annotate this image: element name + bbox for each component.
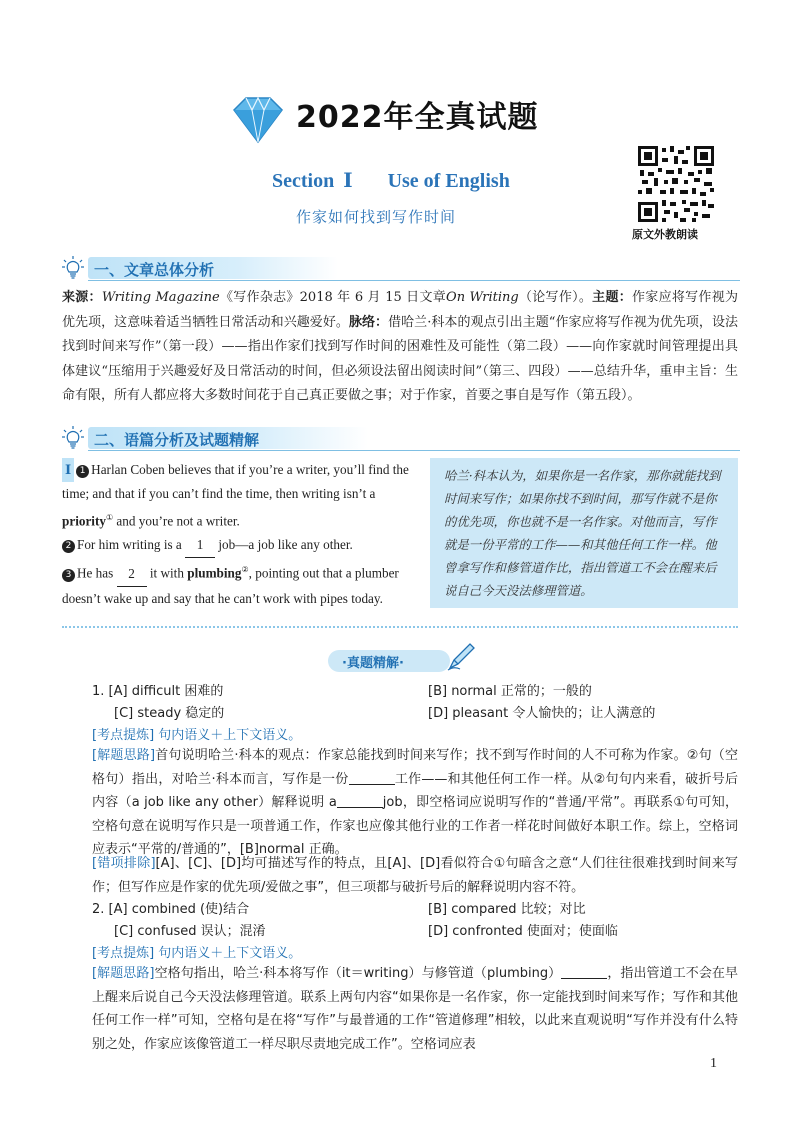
- page-number: 1: [710, 1056, 717, 1071]
- q1-option-c: [C] steady 稳定的: [114, 706, 225, 721]
- article-subtitle: 作家如何找到写作时间: [296, 208, 457, 226]
- lightbulb-icon: [62, 256, 84, 280]
- section2-heading: 二、语篇分析及试题精解: [94, 431, 260, 449]
- q1-keypoint: [考点提炼] 句内语义＋上下文语义。: [92, 728, 302, 743]
- zhenti-badge: ·真题精解·: [328, 648, 478, 674]
- q2-analysis: [解题思路]空格句指出，哈兰·科本将写作（it＝writing）与修管道（plumbing） ，指出管道工不会在早上醒来后说自己今天没法修理管道。联系上两句内容“如果你是一名作家，你一定能找到时间来写作；写作和其他任何工作一样”可知，空格句是在将“写作”与最普通的工作“管道修理”相较，以此来直观说明“写作并没有什么特别之处，作家应该像管道工一样尽职尽责地完成工作”。空格词应表: [92, 966, 738, 1052]
- q1-analysis: [解题思路]首句说明哈兰·科本的观点：作家总能找到时间来写作；找不到写作时间的人不可称为作家。②句（空格句）指出，对哈兰·科本而言，写作是一份 工作——和其他任何工作一样。从②句句内来看，破折号后内容（a job like any other）解释说明 a job，即空格词应说明写作的“普通/平常”。再联系①句可知，空格句意在说明写作只是一项普通工作，作家也应像其他行业的工作者一样花时间做好本职工作。综上，空格词应表示“平常的/普通的”，[B]normal 正确。: [92, 748, 738, 858]
- section2-header: [62, 426, 740, 450]
- divider: [62, 626, 738, 628]
- q2-option-c: [C] confused 误认；混淆: [114, 924, 266, 939]
- section-heading: Section Ⅰ Use of English: [272, 170, 510, 192]
- q2-option-a: 2. [A] combined (使)结合: [92, 902, 250, 917]
- page-title: 2022年全真试题: [296, 100, 539, 135]
- q2-option-b: [B] compared 比较；对比: [428, 902, 586, 917]
- q1-option-a: 1. [A] difficult 困难的: [92, 684, 224, 699]
- q1-elimination: [错项排除][A]、[C]、[D]均可描述写作的特点，且[A]、[D]看似符合①句暗含之意“人们往往很难找到时间来写作；但写作应是作家的优先项/爱做之事”，但三项都与破折号后的解释说明内容不符。: [92, 856, 738, 895]
- paragraph-number: Ⅰ: [62, 458, 74, 482]
- q1-option-d: [D] pleasant 令人愉快的；让人满意的: [428, 706, 656, 721]
- overview-paragraph: 来源：Writing Magazine《写作杂志》2018 年 6 月 15 日文章On Writing（论写作）。主题：作家应将写作视为优先项，这意味着适当牺牲日常活动和兴趣爱好。脉络：借哈兰·科本的观点引出主题“作家应将写作视为优先项，设法找到时间来写作”（第一段）——指出作家们找到写作时间的困难性及可能性（第二段）——向作家就时间管理提出具体建议“压缩用于兴趣爱好及日常活动的时间，但必须设法留出阅读时间”（第三、四段）——总结升华，重申主旨：生命有限，所有人都应将大多数时间花于自己真正要做之事；对于作家，首要之事自是写作（第五段）。: [62, 290, 738, 403]
- pen-icon: [446, 642, 476, 672]
- lightbulb-icon: [62, 426, 84, 450]
- q2-keypoint: [考点提炼] 句内语义＋上下文语义。: [92, 946, 302, 961]
- qr-label: 原文外教朗读: [632, 228, 698, 241]
- section1-header: [62, 256, 740, 280]
- section1-heading: 一、文章总体分析: [94, 261, 215, 279]
- passage-text: Ⅰ 1 Harlan Coben believes that if you’re a writer, you’ll find the time; and that if you can’t find the time, then writing isn’t a priority① and you’re not a writer. 2 For him writing is a 1 job—a job like any other. 3 He has 2 it with plumbing②, pointing out that a plumber doesn’t wake up and say that he can’t work with pipes today.: [62, 458, 418, 611]
- q1-option-b: [B] normal 正常的；一般的: [428, 684, 592, 699]
- translation-box: 哈兰·科本认为，如果你是一名作家，那你就能找到时间来写作；如果你找不到时间，那写作就不是你的优先项，你也就不是一名作家。对他而言，写作就是一份平常的工作——和其他任何工作一样。他曾拿写作和修管道作比，指出管道工不会在醒来后说自己今天没法修理管道。: [430, 458, 738, 608]
- blank-2: 2: [117, 562, 147, 587]
- blank-1: 1: [185, 533, 215, 558]
- q2-option-d: [D] confronted 使面对；使面临: [428, 924, 618, 939]
- qr-code-icon[interactable]: [636, 144, 716, 224]
- diamond-icon: [228, 92, 288, 146]
